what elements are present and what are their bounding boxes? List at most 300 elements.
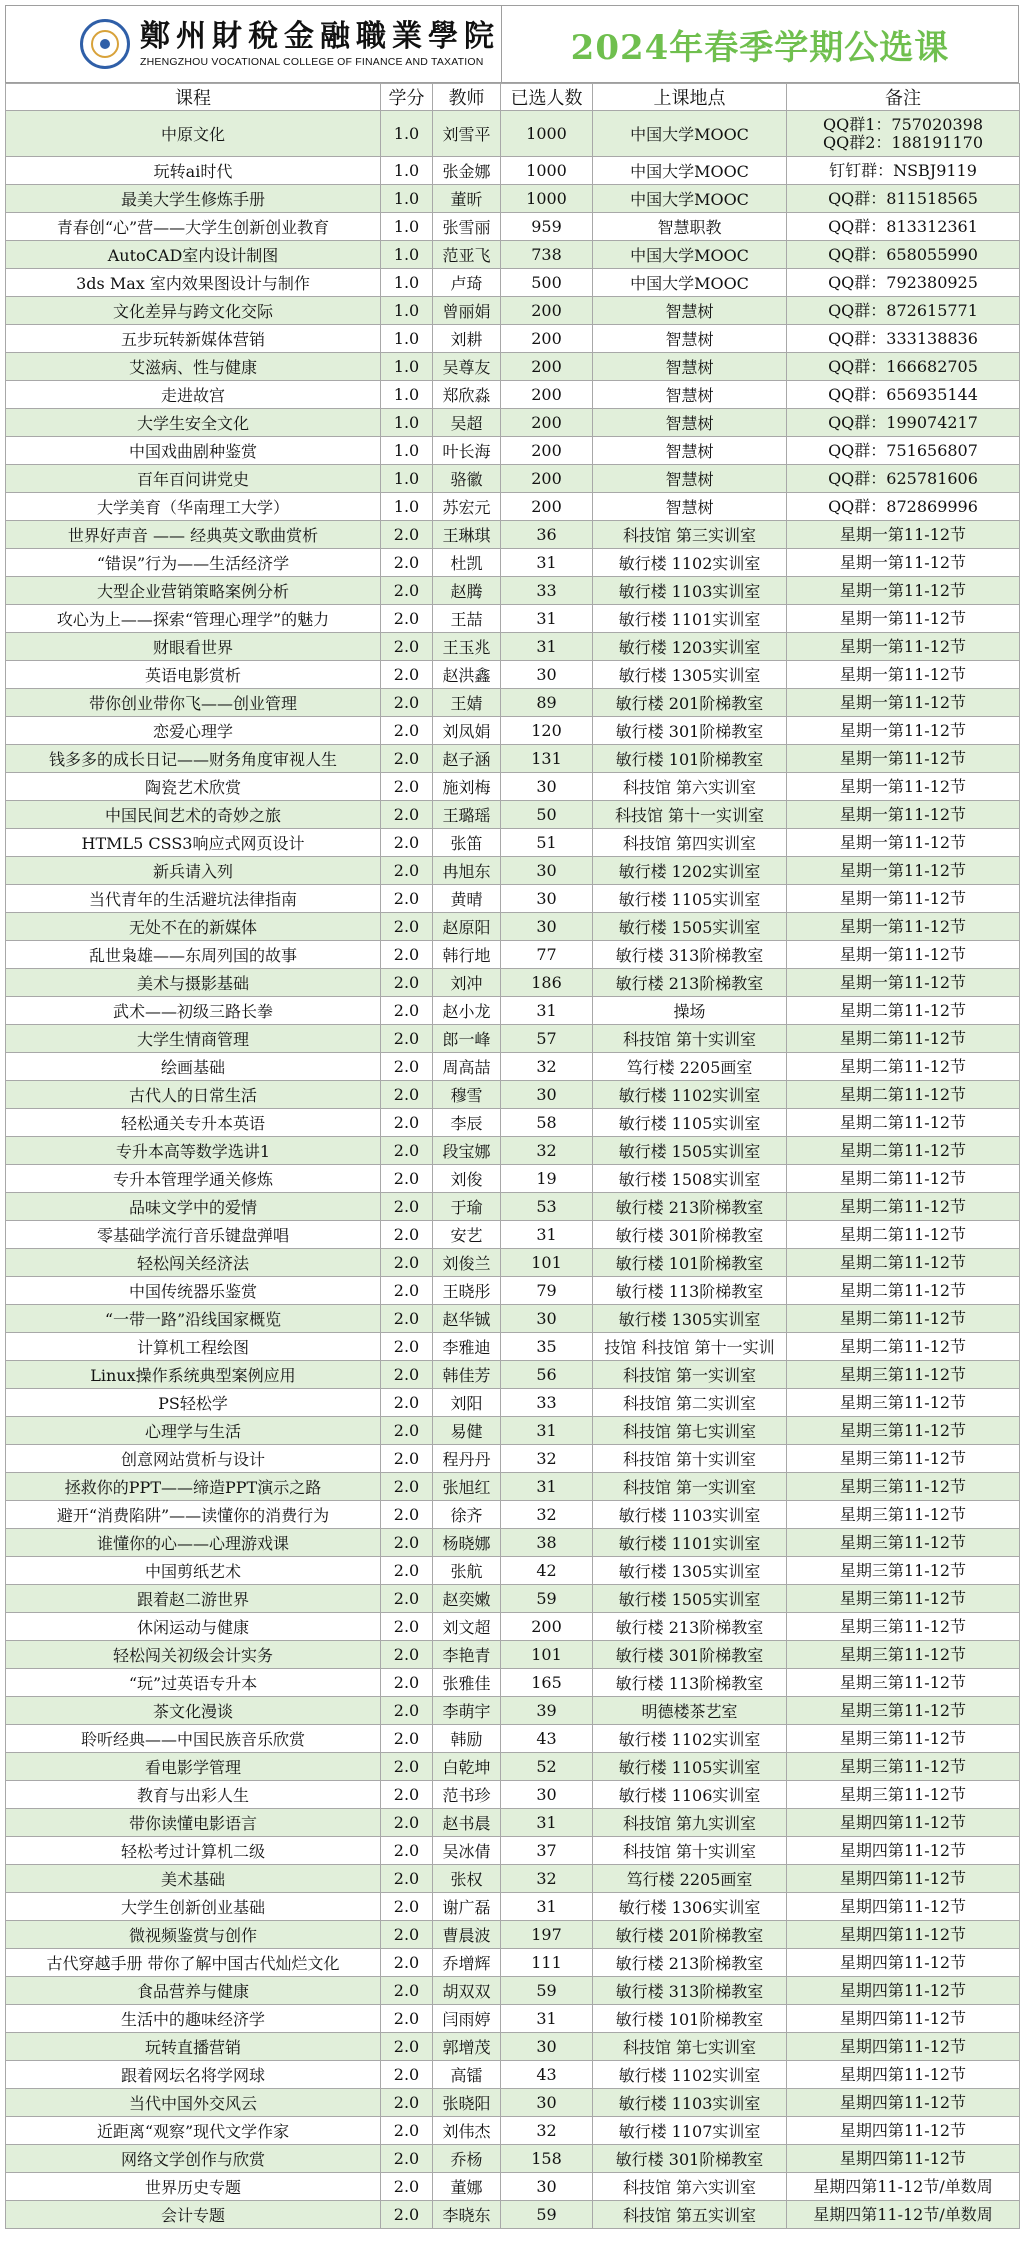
enrolled-count-cell: 37 (501, 1837, 593, 1865)
location-cell: 技馆 科技馆 第十一实训 (593, 1333, 787, 1361)
note-cell: 星期二第11-12节 (787, 1025, 1020, 1053)
enrolled-count-cell: 43 (501, 2061, 593, 2089)
enrolled-count-cell: 33 (501, 1389, 593, 1417)
table-row (6, 829, 1020, 857)
teacher-cell: 吴尊友 (433, 353, 501, 381)
course-name-cell: 走进故宫 (6, 381, 381, 409)
note-cell: 星期三第11-12节 (787, 1417, 1020, 1445)
teacher-cell: 杨晓娜 (433, 1529, 501, 1557)
credit-cell: 2.0 (381, 1837, 433, 1865)
teacher-cell: 刘俊兰 (433, 1249, 501, 1277)
table-row (6, 157, 1020, 185)
teacher-cell: 韩励 (433, 1725, 501, 1753)
location-cell: 敏行楼 1105实训室 (593, 1753, 787, 1781)
credit-cell: 2.0 (381, 1109, 433, 1137)
col-header-credit: 学分 (381, 84, 433, 111)
table-row (6, 2061, 1020, 2089)
enrolled-count-cell: 56 (501, 1361, 593, 1389)
note-cell: 星期三第11-12节 (787, 1669, 1020, 1697)
credit-cell: 2.0 (381, 1641, 433, 1669)
table-row (6, 1837, 1020, 1865)
course-name-cell: 新兵请入列 (6, 857, 381, 885)
enrolled-count-cell: 58 (501, 1109, 593, 1137)
note-cell: 星期一第11-12节 (787, 857, 1020, 885)
note-cell: QQ群：166682705 (787, 353, 1020, 381)
credit-cell: 2.0 (381, 1137, 433, 1165)
credit-cell: 2.0 (381, 1501, 433, 1529)
note-cell: QQ群：658055990 (787, 241, 1020, 269)
table-row (6, 1333, 1020, 1361)
enrolled-count-cell: 31 (501, 549, 593, 577)
table-row (6, 1417, 1020, 1445)
teacher-cell: 王琳琪 (433, 521, 501, 549)
course-name-cell: 品味文学中的爱情 (6, 1193, 381, 1221)
course-name-cell: 微视频鉴赏与创作 (6, 1921, 381, 1949)
table-row (6, 1753, 1020, 1781)
course-name-cell: 大学生创新创业基础 (6, 1893, 381, 1921)
credit-cell: 2.0 (381, 2145, 433, 2173)
credit-cell: 2.0 (381, 1445, 433, 1473)
location-cell: 智慧树 (593, 437, 787, 465)
teacher-cell: 安艺 (433, 1221, 501, 1249)
teacher-cell: 郭增茂 (433, 2033, 501, 2061)
credit-cell: 2.0 (381, 969, 433, 997)
credit-cell: 2.0 (381, 1165, 433, 1193)
location-cell: 中国大学MOOC (593, 269, 787, 297)
enrolled-count-cell: 200 (501, 1613, 593, 1641)
location-cell: 科技馆 第七实训室 (593, 1417, 787, 1445)
col-header-enrolled: 已选人数 (501, 84, 593, 111)
note-cell: 星期一第11-12节 (787, 941, 1020, 969)
credit-cell: 2.0 (381, 1753, 433, 1781)
course-name-cell: 美术与摄影基础 (6, 969, 381, 997)
teacher-cell: 穆雪 (433, 1081, 501, 1109)
location-cell: 敏行楼 1103实训室 (593, 577, 787, 605)
course-name-cell: 茶文化漫谈 (6, 1697, 381, 1725)
teacher-cell: 闫雨婷 (433, 2005, 501, 2033)
note-cell: 星期三第11-12节 (787, 1529, 1020, 1557)
enrolled-count-cell: 31 (501, 633, 593, 661)
course-name-cell: 攻心为上——探索“管理心理学”的魅力 (6, 605, 381, 633)
credit-cell: 2.0 (381, 605, 433, 633)
enrolled-count-cell: 101 (501, 1641, 593, 1669)
note-cell: QQ群：333138836 (787, 325, 1020, 353)
enrolled-count-cell: 959 (501, 213, 593, 241)
location-cell: 敏行楼 301阶梯教室 (593, 1221, 787, 1249)
enrolled-count-cell: 19 (501, 1165, 593, 1193)
teacher-cell: 王玉兆 (433, 633, 501, 661)
table-row (6, 1277, 1020, 1305)
enrolled-count-cell: 30 (501, 773, 593, 801)
table-row (6, 353, 1020, 381)
credit-cell: 2.0 (381, 1249, 433, 1277)
note-cell: 星期四第11-12节 (787, 1837, 1020, 1865)
teacher-cell: 曾丽娟 (433, 297, 501, 325)
note-cell: 星期一第11-12节 (787, 885, 1020, 913)
enrolled-count-cell: 500 (501, 269, 593, 297)
location-cell: 科技馆 第五实训室 (593, 2201, 787, 2229)
enrolled-count-cell: 79 (501, 1277, 593, 1305)
location-cell: 中国大学MOOC (593, 241, 787, 269)
note-cell: 星期二第11-12节 (787, 1221, 1020, 1249)
credit-cell: 2.0 (381, 1613, 433, 1641)
course-name-cell: 玩转ai时代 (6, 157, 381, 185)
table-row (6, 1613, 1020, 1641)
table-row (6, 1809, 1020, 1837)
credit-cell: 1.0 (381, 185, 433, 213)
credit-cell: 1.0 (381, 269, 433, 297)
credit-cell: 2.0 (381, 1053, 433, 1081)
enrolled-count-cell: 738 (501, 241, 593, 269)
course-name-cell: 跟着赵二游世界 (6, 1585, 381, 1613)
location-cell: 科技馆 第十实训室 (593, 1025, 787, 1053)
table-row (6, 1977, 1020, 2005)
teacher-cell: 张笛 (433, 829, 501, 857)
table-row (6, 1921, 1020, 1949)
course-name-cell: 轻松闯关经济法 (6, 1249, 381, 1277)
table-row (6, 1697, 1020, 1725)
location-cell: 敏行楼 1508实训室 (593, 1165, 787, 1193)
course-name-cell: 美术基础 (6, 1865, 381, 1893)
credit-cell: 2.0 (381, 1361, 433, 1389)
location-cell: 科技馆 第九实训室 (593, 1809, 787, 1837)
location-cell: 敏行楼 1107实训室 (593, 2117, 787, 2145)
course-name-cell: 生活中的趣味经济学 (6, 2005, 381, 2033)
enrolled-count-cell: 30 (501, 1081, 593, 1109)
enrolled-count-cell: 200 (501, 409, 593, 437)
table-row (6, 633, 1020, 661)
credit-cell: 1.0 (381, 213, 433, 241)
teacher-cell: 张金娜 (433, 157, 501, 185)
credit-cell: 1.0 (381, 493, 433, 521)
location-cell: 中国大学MOOC (593, 185, 787, 213)
enrolled-count-cell: 200 (501, 353, 593, 381)
teacher-cell: 王婧 (433, 689, 501, 717)
location-cell: 科技馆 第四实训室 (593, 829, 787, 857)
credit-cell: 2.0 (381, 1081, 433, 1109)
table-row (6, 1893, 1020, 1921)
enrolled-count-cell: 36 (501, 521, 593, 549)
enrolled-count-cell: 53 (501, 1193, 593, 1221)
teacher-cell: 李辰 (433, 1109, 501, 1137)
credit-cell: 1.0 (381, 111, 433, 157)
note-cell: 星期四第11-12节/单数周 (787, 2173, 1020, 2201)
location-cell: 敏行楼 1105实训室 (593, 1109, 787, 1137)
teacher-cell: 董昕 (433, 185, 501, 213)
credit-cell: 2.0 (381, 1557, 433, 1585)
page-title: 2024年春季学期公选课 (570, 27, 950, 68)
teacher-cell: 刘冲 (433, 969, 501, 997)
table-row (6, 2145, 1020, 2173)
note-cell: 星期一第11-12节 (787, 521, 1020, 549)
enrolled-count-cell: 32 (501, 1137, 593, 1165)
teacher-cell: 王璐瑶 (433, 801, 501, 829)
course-name-cell: 大学生安全文化 (6, 409, 381, 437)
enrolled-count-cell: 200 (501, 437, 593, 465)
note-cell: 星期三第11-12节 (787, 1501, 1020, 1529)
location-cell: 科技馆 第一实训室 (593, 1361, 787, 1389)
note-cell: 星期三第11-12节 (787, 1781, 1020, 1809)
credit-cell: 2.0 (381, 1585, 433, 1613)
location-cell: 敏行楼 1102实训室 (593, 2061, 787, 2089)
table-row (6, 437, 1020, 465)
course-name-cell: 3ds Max 室内效果图设计与制作 (6, 269, 381, 297)
table-row (6, 2117, 1020, 2145)
teacher-cell: 周高喆 (433, 1053, 501, 1081)
course-name-cell: 大学生情商管理 (6, 1025, 381, 1053)
enrolled-count-cell: 32 (501, 1053, 593, 1081)
course-name-cell: “一带一路”沿线国家概览 (6, 1305, 381, 1333)
course-name-cell: 最美大学生修炼手册 (6, 185, 381, 213)
credit-cell: 2.0 (381, 885, 433, 913)
note-cell: 星期四第11-12节 (787, 1977, 1020, 2005)
location-cell: 敏行楼 301阶梯教室 (593, 717, 787, 745)
note-cell: 星期四第11-12节 (787, 2089, 1020, 2117)
location-cell: 敏行楼 1105实训室 (593, 885, 787, 913)
note-cell: 星期一第11-12节 (787, 829, 1020, 857)
note-cell: QQ群：872869996 (787, 493, 1020, 521)
course-name-cell: 创意网站赏析与设计 (6, 1445, 381, 1473)
note-cell: 星期二第11-12节 (787, 1193, 1020, 1221)
location-cell: 敏行楼 213阶梯教室 (593, 1613, 787, 1641)
teacher-cell: 刘伟杰 (433, 2117, 501, 2145)
teacher-cell: 徐齐 (433, 1501, 501, 1529)
note-cell: 星期二第11-12节 (787, 1081, 1020, 1109)
location-cell: 敏行楼 1103实训室 (593, 1501, 787, 1529)
teacher-cell: 王晓彤 (433, 1277, 501, 1305)
note-cell: 星期二第11-12节 (787, 1305, 1020, 1333)
course-name-cell: 英语电影赏析 (6, 661, 381, 689)
course-name-cell: 计算机工程绘图 (6, 1333, 381, 1361)
school-seal-icon (80, 19, 130, 69)
location-cell: 敏行楼 1305实训室 (593, 1557, 787, 1585)
credit-cell: 2.0 (381, 549, 433, 577)
teacher-cell: 吴冰倩 (433, 1837, 501, 1865)
teacher-cell: 卢琦 (433, 269, 501, 297)
table-row (6, 1529, 1020, 1557)
teacher-cell: 王喆 (433, 605, 501, 633)
credit-cell: 2.0 (381, 1193, 433, 1221)
table-row (6, 1725, 1020, 1753)
enrolled-count-cell: 31 (501, 1221, 593, 1249)
table-row (6, 297, 1020, 325)
enrolled-count-cell: 30 (501, 661, 593, 689)
enrolled-count-cell: 200 (501, 493, 593, 521)
note-cell: 星期一第11-12节 (787, 773, 1020, 801)
note-cell: 星期二第11-12节 (787, 997, 1020, 1025)
credit-cell: 2.0 (381, 1025, 433, 1053)
credit-cell: 2.0 (381, 2173, 433, 2201)
school-name-en: ZHENGZHOU VOCATIONAL COLLEGE OF FINANCE AND TAXATION (140, 56, 484, 68)
enrolled-count-cell: 31 (501, 1893, 593, 1921)
note-cell: QQ群：792380925 (787, 269, 1020, 297)
location-cell: 敏行楼 1102实训室 (593, 1081, 787, 1109)
teacher-cell: 张雅佳 (433, 1669, 501, 1697)
course-name-cell: 教育与出彩人生 (6, 1781, 381, 1809)
course-name-cell: “错误”行为——生活经济学 (6, 549, 381, 577)
note-cell: QQ群：751656807 (787, 437, 1020, 465)
note-cell: 星期一第11-12节 (787, 913, 1020, 941)
teacher-cell: 易健 (433, 1417, 501, 1445)
course-name-cell: 当代中国外交风云 (6, 2089, 381, 2117)
credit-cell: 2.0 (381, 801, 433, 829)
location-cell: 智慧树 (593, 381, 787, 409)
enrolled-count-cell: 30 (501, 1305, 593, 1333)
course-name-cell: 中国剪纸艺术 (6, 1557, 381, 1585)
course-name-cell: 古代穿越手册 带你了解中国古代灿烂文化 (6, 1949, 381, 1977)
credit-cell: 1.0 (381, 409, 433, 437)
note-cell: 星期一第11-12节 (787, 549, 1020, 577)
enrolled-count-cell: 200 (501, 381, 593, 409)
table-row (6, 969, 1020, 997)
course-name-cell: 跟着网坛名将学网球 (6, 2061, 381, 2089)
note-cell: 星期二第11-12节 (787, 1137, 1020, 1165)
note-cell: 星期三第11-12节 (787, 1753, 1020, 1781)
location-cell: 敏行楼 213阶梯教室 (593, 1193, 787, 1221)
teacher-cell: 赵洪鑫 (433, 661, 501, 689)
enrolled-count-cell: 31 (501, 997, 593, 1025)
enrolled-count-cell: 111 (501, 1949, 593, 1977)
table-body (6, 111, 1020, 2229)
course-name-cell: 会计专题 (6, 2201, 381, 2229)
table-row (6, 2201, 1020, 2229)
table-row (6, 689, 1020, 717)
enrolled-count-cell: 197 (501, 1921, 593, 1949)
credit-cell: 2.0 (381, 997, 433, 1025)
table-row (6, 605, 1020, 633)
course-name-cell: 玩转直播营销 (6, 2033, 381, 2061)
enrolled-count-cell: 31 (501, 605, 593, 633)
table-row (6, 661, 1020, 689)
course-name-cell: 谁懂你的心——心理游戏课 (6, 1529, 381, 1557)
credit-cell: 2.0 (381, 1697, 433, 1725)
location-cell: 智慧树 (593, 493, 787, 521)
location-cell: 敏行楼 213阶梯教室 (593, 1949, 787, 1977)
note-cell: 星期四第11-12节 (787, 2033, 1020, 2061)
course-name-cell: 网络文学创作与欣赏 (6, 2145, 381, 2173)
table-row (6, 1781, 1020, 1809)
credit-cell: 2.0 (381, 661, 433, 689)
course-name-cell: 乱世枭雄——东周列国的故事 (6, 941, 381, 969)
course-name-cell: 看电影学管理 (6, 1753, 381, 1781)
credit-cell: 1.0 (381, 381, 433, 409)
enrolled-count-cell: 59 (501, 1977, 593, 2005)
note-cell: 星期一第11-12节 (787, 605, 1020, 633)
course-name-cell: 世界好声音 —— 经典英文歌曲赏析 (6, 521, 381, 549)
teacher-cell: 施刘梅 (433, 773, 501, 801)
location-cell: 中国大学MOOC (593, 157, 787, 185)
credit-cell: 2.0 (381, 1949, 433, 1977)
enrolled-count-cell: 200 (501, 297, 593, 325)
note-cell: 星期一第11-12节 (787, 745, 1020, 773)
course-name-cell: 轻松闯关初级会计实务 (6, 1641, 381, 1669)
note-cell: QQ群：872615771 (787, 297, 1020, 325)
teacher-cell: 张雪丽 (433, 213, 501, 241)
teacher-cell: 韩佳芳 (433, 1361, 501, 1389)
location-cell: 智慧树 (593, 409, 787, 437)
school-name (140, 19, 500, 69)
teacher-cell: 董娜 (433, 2173, 501, 2201)
teacher-cell: 赵原阳 (433, 913, 501, 941)
teacher-cell: 张权 (433, 1865, 501, 1893)
credit-cell: 2.0 (381, 1781, 433, 1809)
credit-cell: 2.0 (381, 577, 433, 605)
table-row (6, 773, 1020, 801)
course-name-cell: 轻松考过计算机二级 (6, 1837, 381, 1865)
location-cell: 智慧职教 (593, 213, 787, 241)
table-row (6, 2089, 1020, 2117)
enrolled-count-cell: 32 (501, 1445, 593, 1473)
table-row (6, 913, 1020, 941)
enrolled-count-cell: 38 (501, 1529, 593, 1557)
note-cell: 星期二第11-12节 (787, 1333, 1020, 1361)
course-name-cell: 专升本高等数学选讲1 (6, 1137, 381, 1165)
note-cell: QQ群：811518565 (787, 185, 1020, 213)
credit-cell: 2.0 (381, 1669, 433, 1697)
enrolled-count-cell: 30 (501, 885, 593, 913)
course-name-cell: 财眼看世界 (6, 633, 381, 661)
enrolled-count-cell: 200 (501, 465, 593, 493)
location-cell: 敏行楼 113阶梯教室 (593, 1277, 787, 1305)
teacher-cell: 范书珍 (433, 1781, 501, 1809)
enrolled-count-cell: 30 (501, 2089, 593, 2117)
table-row (6, 997, 1020, 1025)
location-cell: 科技馆 第十一实训室 (593, 801, 787, 829)
teacher-cell: 范亚飞 (433, 241, 501, 269)
teacher-cell: 刘文超 (433, 1613, 501, 1641)
course-name-cell: 钱多多的成长日记——财务角度审视人生 (6, 745, 381, 773)
note-cell: QQ群：813312361 (787, 213, 1020, 241)
course-name-cell: AutoCAD室内设计制图 (6, 241, 381, 269)
note-cell: 星期四第11-12节 (787, 1865, 1020, 1893)
note-cell: 星期四第11-12节 (787, 2145, 1020, 2173)
enrolled-count-cell: 32 (501, 1501, 593, 1529)
location-cell: 敏行楼 1202实训室 (593, 857, 787, 885)
table-row (6, 885, 1020, 913)
course-name-cell: 避开“消费陷阱”——读懂你的消费行为 (6, 1501, 381, 1529)
enrolled-count-cell: 120 (501, 717, 593, 745)
table-row (6, 1641, 1020, 1669)
teacher-cell: 苏宏元 (433, 493, 501, 521)
credit-cell: 2.0 (381, 913, 433, 941)
table-row (6, 745, 1020, 773)
note-cell: 星期一第11-12节 (787, 801, 1020, 829)
location-cell: 敏行楼 101阶梯教室 (593, 2005, 787, 2033)
note-cell: 星期四第11-12节 (787, 1893, 1020, 1921)
note-cell: 星期三第11-12节 (787, 1445, 1020, 1473)
note-cell: 星期一第11-12节 (787, 689, 1020, 717)
location-cell: 操场 (593, 997, 787, 1025)
table-row (6, 521, 1020, 549)
location-cell: 敏行楼 1505实训室 (593, 1585, 787, 1613)
course-name-cell: 食品营养与健康 (6, 1977, 381, 2005)
note-cell: 星期三第11-12节 (787, 1361, 1020, 1389)
teacher-cell: 杜凯 (433, 549, 501, 577)
table-row (6, 1501, 1020, 1529)
teacher-cell: 李晓东 (433, 2201, 501, 2229)
enrolled-count-cell: 89 (501, 689, 593, 717)
location-cell: 科技馆 第六实训室 (593, 773, 787, 801)
credit-cell: 2.0 (381, 717, 433, 745)
location-cell: 敏行楼 1106实训室 (593, 1781, 787, 1809)
location-cell: 智慧树 (593, 297, 787, 325)
enrolled-count-cell: 200 (501, 325, 593, 353)
teacher-cell: 程丹丹 (433, 1445, 501, 1473)
teacher-cell: 白乾坤 (433, 1753, 501, 1781)
course-name-cell: 当代青年的生活避坑法律指南 (6, 885, 381, 913)
course-name-cell: 武术——初级三路长拳 (6, 997, 381, 1025)
note-cell: 钉钉群：NSBJ9119 (787, 157, 1020, 185)
